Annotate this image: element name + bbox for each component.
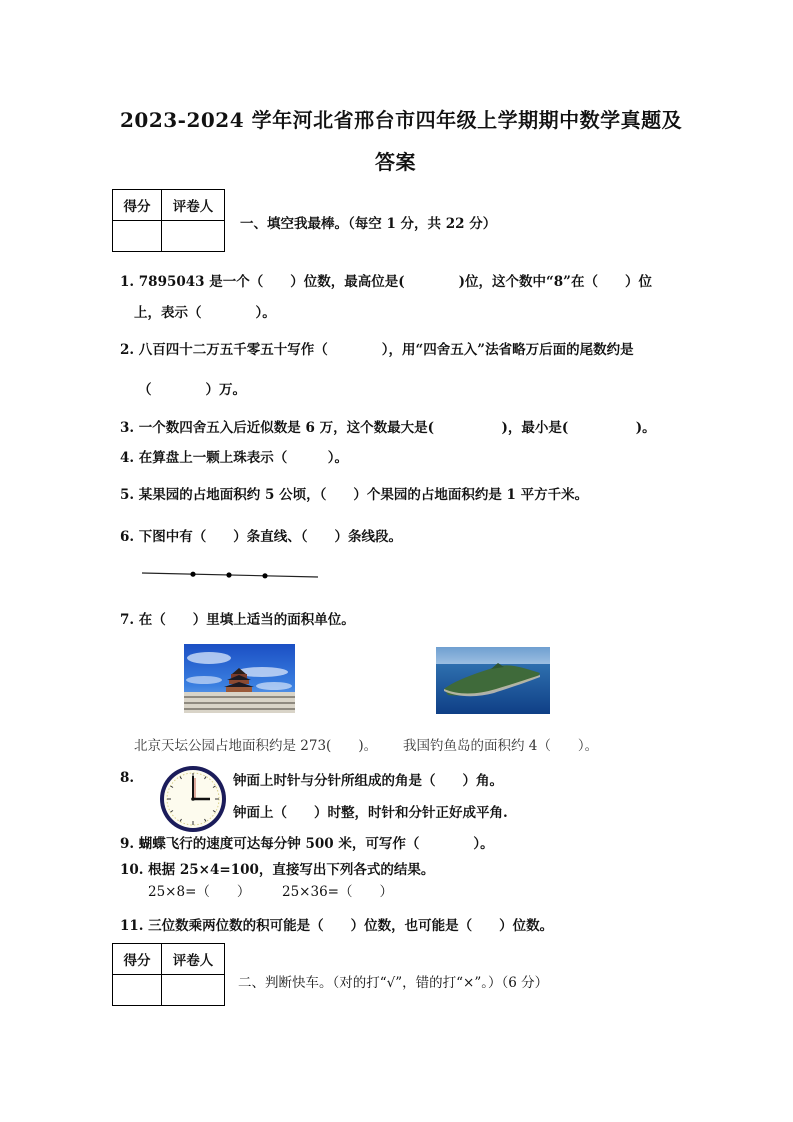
document-title-line2: 答案 <box>375 150 416 174</box>
grader-header: 评卷人 <box>162 944 225 975</box>
score-header: 得分 <box>113 190 162 221</box>
point-icon <box>262 573 267 578</box>
section-2-heading: 二、判断快车。（对的打“√”，错的打“×”。）（6 分） <box>238 975 549 991</box>
question-6: 6. 下图中有（ ）条直线、（ ）条线段。 <box>120 529 403 545</box>
question-7: 7. 在（ ）里填上适当的面积单位。 <box>120 612 355 628</box>
question-1-line2: 上，表示（ ）。 <box>134 305 276 321</box>
score-box-1 <box>112 189 225 252</box>
question-8-line2: 钟面上（ ）时整，时针和分针正好成平角. <box>233 805 508 821</box>
question-11: 11. 三位数乘两位数的积可能是（ ）位数，也可能是（ ）位数。 <box>120 918 554 934</box>
document-title-line1: 2023-2024 学年河北省邢台市四年级上学期期中数学真题及 <box>120 108 683 132</box>
score-cell[interactable] <box>113 221 162 252</box>
line-segment-figure <box>140 565 322 585</box>
question-7-caption-right: 我国钓鱼岛的面积约 4（ ）。 <box>403 738 599 754</box>
score-box-2 <box>112 943 225 1006</box>
question-2-line1: 2. 八百四十二万五千零五十写作（ ），用“四舍五入”法省略万后面的尾数约是 <box>120 342 634 358</box>
question-10-b: 25×36=（ ） <box>282 884 393 900</box>
score-cell[interactable] <box>113 975 162 1006</box>
question-4: 4. 在算盘上一颗上珠表示（ ）。 <box>120 450 349 466</box>
question-10-a: 25×8=（ ） <box>148 884 251 900</box>
grader-cell[interactable] <box>162 221 225 252</box>
question-3: 3. 一个数四舍五入后近似数是 6 万，这个数最大是( )，最小是( )。 <box>120 420 656 436</box>
question-8-line1: 钟面上时针与分针所组成的角是（ ）角。 <box>233 773 503 789</box>
point-icon <box>226 572 231 577</box>
clock-icon <box>158 764 228 834</box>
question-7-caption-left: 北京天坛公园占地面积约是 273( )。 <box>134 738 378 754</box>
grader-header: 评卷人 <box>162 190 225 221</box>
diaoyu-island-photo <box>436 647 550 714</box>
question-5: 5. 某果园的占地面积约 5 公顷，（ ）个果园的占地面积约是 1 平方千米。 <box>120 487 589 503</box>
grader-cell[interactable] <box>162 975 225 1006</box>
question-9: 9. 蝴蝶飞行的速度可达每分钟 500 米，可写作（ ）。 <box>120 836 494 852</box>
score-header: 得分 <box>113 944 162 975</box>
question-2-line2: （ ）万。 <box>138 382 246 398</box>
question-10-line1: 10. 根据 25×4=100，直接写出下列各式的结果。 <box>120 862 435 878</box>
point-icon <box>190 572 195 577</box>
question-8-number: 8. <box>120 770 135 786</box>
question-1-line1: 1. 7895043 是一个（ ）位数，最高位是( )位，这个数中“8”在（ ）位 <box>120 274 652 290</box>
section-1-heading: 一、填空我最棒。（每空 1 分，共 22 分） <box>240 216 497 232</box>
temple-of-heaven-photo <box>184 644 295 713</box>
